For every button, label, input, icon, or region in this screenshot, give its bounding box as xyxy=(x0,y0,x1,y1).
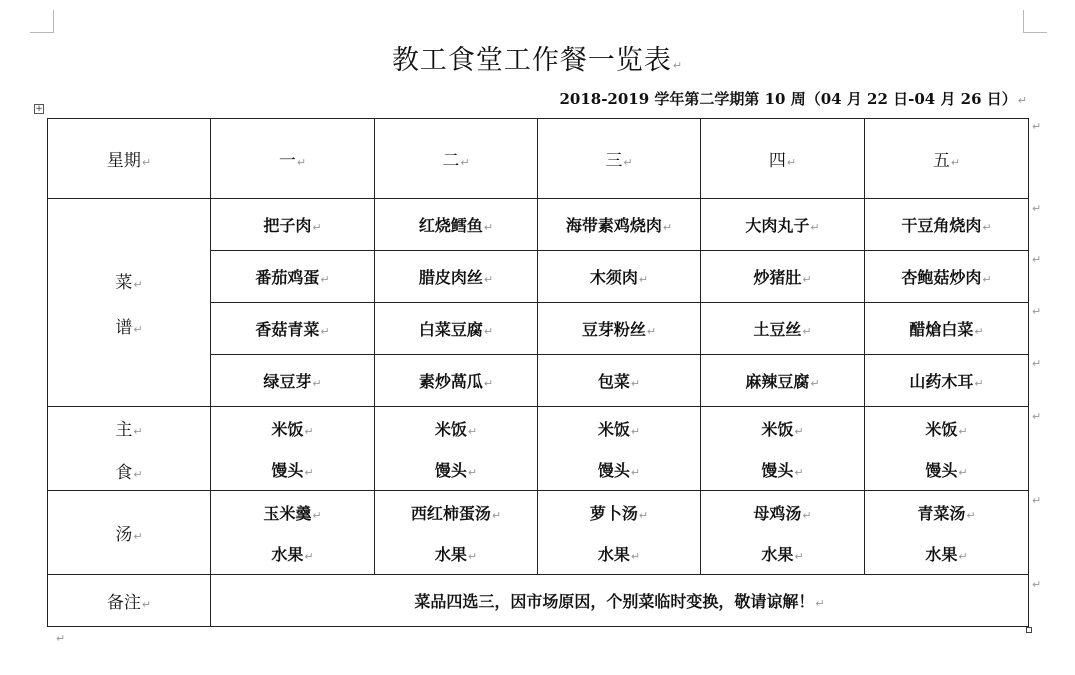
crop-mark-top-right-h xyxy=(1023,32,1047,33)
document-title: 教工食堂工作餐一览表↵ xyxy=(391,45,684,76)
row-end-mark: ↵ xyxy=(1032,410,1042,423)
dish-cell: 包菜↵ xyxy=(538,355,701,407)
weekday-mon: 一↵ xyxy=(211,119,375,199)
dish-cell: 麻辣豆腐↵ xyxy=(701,355,865,407)
weekday-thu: 四↵ xyxy=(701,119,865,199)
row-end-mark: ↵ xyxy=(1032,578,1042,591)
staple-cell: 米饭↵ 馒头↵ xyxy=(865,407,1029,491)
dish-cell: 豆芽粉丝↵ xyxy=(538,303,701,355)
dish-row xyxy=(48,199,1029,251)
week-subtitle: 2018-2019 学年第二学期第 10 周（04 月 22 日-04 月 26 日）↵ xyxy=(559,90,1027,108)
crop-mark-top-left-v xyxy=(53,10,54,33)
table-move-handle-icon[interactable]: + xyxy=(35,104,43,114)
row-end-mark: ↵ xyxy=(1032,305,1042,318)
staple-cell: 米饭↵ 馒头↵ xyxy=(701,407,865,491)
soup-cell: 玉米羹↵ 水果↵ xyxy=(211,491,375,575)
weekday-wed: 三↵ xyxy=(538,119,701,199)
staple-row xyxy=(48,407,1029,491)
document-end-paragraph-mark: ↵ xyxy=(56,632,66,645)
dish-cell: 干豆角烧肉↵ xyxy=(865,199,1029,251)
staple-cell: 米饭↵ 馒头↵ xyxy=(211,407,375,491)
row-end-mark: ↵ xyxy=(1032,202,1042,215)
weekday-header-row xyxy=(48,119,1029,199)
soup-label-cell: 汤↵ xyxy=(48,491,211,575)
dish-cell: 山药木耳↵ xyxy=(865,355,1029,407)
dish-cell: 红烧鳕鱼↵ xyxy=(375,199,538,251)
soup-cell: 西红柿蛋汤↵ 水果↵ xyxy=(375,491,538,575)
dish-cell: 炒猪肚↵ xyxy=(701,251,865,303)
menu-table xyxy=(47,118,1029,627)
row-end-mark: ↵ xyxy=(1032,494,1042,507)
staple-label-cell: 主↵ 食↵ xyxy=(48,407,211,491)
crop-mark-top-left-h xyxy=(30,32,54,33)
soup-cell: 母鸡汤↵ 水果↵ xyxy=(701,491,865,575)
remark-row xyxy=(48,575,1029,627)
crop-mark-top-right-v xyxy=(1023,10,1024,33)
dish-cell: 番茄鸡蛋↵ xyxy=(211,251,375,303)
dish-cell: 大肉丸子↵ xyxy=(701,199,865,251)
row-end-mark: ↵ xyxy=(1032,357,1042,370)
soup-cell: 青菜汤↵ 水果↵ xyxy=(865,491,1029,575)
staple-cell: 米饭↵ 馒头↵ xyxy=(375,407,538,491)
dish-cell: 杏鲍菇炒肉↵ xyxy=(865,251,1029,303)
row-end-mark: ↵ xyxy=(1032,253,1042,266)
dish-cell: 海带素鸡烧肉↵ xyxy=(538,199,701,251)
staple-cell: 米饭↵ 馒头↵ xyxy=(538,407,701,491)
weekday-label-cell: 星期↵ xyxy=(48,119,211,199)
dish-cell: 素炒萵瓜↵ xyxy=(375,355,538,407)
dish-cell: 木须肉↵ xyxy=(538,251,701,303)
dishes-label-cell: 菜↵ 谱↵ xyxy=(48,199,211,407)
weekday-fri: 五↵ xyxy=(865,119,1029,199)
dish-cell: 香菇青菜↵ xyxy=(211,303,375,355)
remark-label-cell: 备注↵ xyxy=(48,575,211,627)
table-resize-handle[interactable] xyxy=(1026,627,1032,633)
weekday-tue: 二↵ xyxy=(375,119,538,199)
soup-cell: 萝卜汤↵ 水果↵ xyxy=(538,491,701,575)
row-end-mark: ↵ xyxy=(1032,120,1042,133)
dish-cell: 腊皮肉丝↵ xyxy=(375,251,538,303)
dish-cell: 白菜豆腐↵ xyxy=(375,303,538,355)
soup-row xyxy=(48,491,1029,575)
dish-cell: 土豆丝↵ xyxy=(701,303,865,355)
dish-cell: 绿豆芽↵ xyxy=(211,355,375,407)
remark-text-cell: 菜品四选三，因市场原因，个别菜临时变换，敬请谅解！↵ xyxy=(211,575,1029,627)
dish-cell: 醋熗白菜↵ xyxy=(865,303,1029,355)
dish-cell: 把子肉↵ xyxy=(211,199,375,251)
